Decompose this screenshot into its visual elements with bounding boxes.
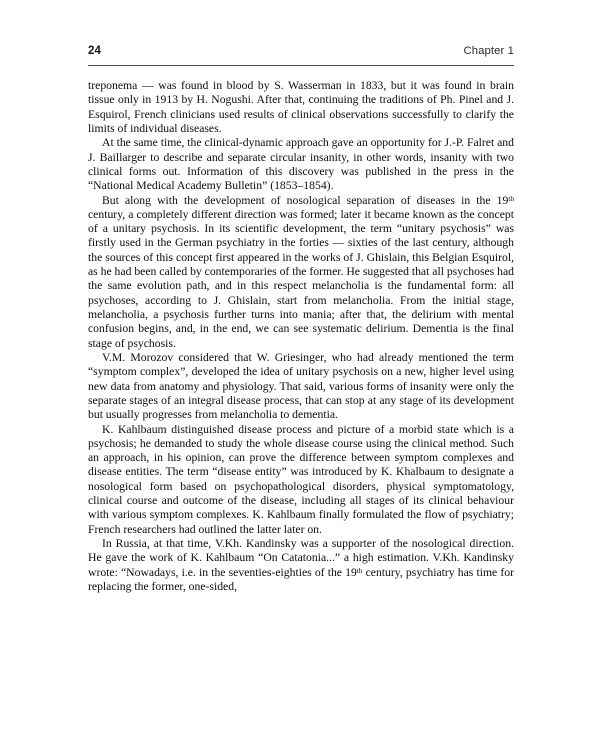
body-text-column bbox=[88, 79, 514, 594]
chapter-label: Chapter 1 bbox=[463, 45, 514, 57]
running-head bbox=[88, 44, 514, 64]
paragraph: V.M. Morozov considered that W. Griesinger, who had already mentioned the term “symptom complex”, developed the idea of unitary psychosis on a new, higher level using new data from anatomy and physiology. That said, various forms of insanity were only the separate stages of an integral disease process, that can stop at any stage of its development but usually progresses from melancholia to dementia. bbox=[88, 350, 514, 422]
ordinal-superscript: th bbox=[508, 194, 514, 203]
header-rule bbox=[88, 65, 514, 66]
page-number: 24 bbox=[88, 45, 101, 57]
ordinal-superscript: th bbox=[356, 566, 363, 575]
paragraph: K. Kahlbaum distinguished disease process and picture of a morbid state which is a psychosis; he demanded to study the whole disease course using the clinical method. Such an approach, in his opinion, can prove the difference between symptom complexes and disease entities. The term “disease entity” was introduced by K. Khalbaum to designate a nosological form based on psychopathological disorders, physical symptomatology, clinical course and outcome of the disease, including all stages of its clinical behaviour with various symptom complexes. K. Kahlbaum finally formulated the flow of psychiatry; French researchers had outlined the latter later on. bbox=[88, 422, 514, 536]
paragraph: But along with the development of nosological separation of diseases in the 19th century, a completely different direction was formed; later it became known as the concept of a unitary psychosis. In its scientific development, the term “unitary psychosis” was firstly used in the German psychiatry in the forties — sixties of the last century, although the sources of this concept first appeared in the works of J. Ghislain, this Belgian Esquirol, as he had been called by contemporaries of the former. He suggested that all psychoses had the same evolution path, and in this respect melancholia is the fundamental form: all psychoses, according to J. Ghislain, start from melancholia. From the initial stage, melancholia, a psychosis further turns into mania; after that, the delirium with mental confusion begins, and, in the end, we can see systematic delirium. Dementia is the final stage of psychosis. bbox=[88, 193, 514, 350]
paragraph: treponema — was found in blood by S. Wasserman in 1833, but it was found in brain tissue only in 1913 by H. Nogushi. After that, continuing the traditions of Ph. Pinel and J. Esquirol, French clinicians used results of clinical observations successfully to clarify the limits of individual diseases. bbox=[88, 79, 514, 135]
paragraph: In Russia, at that time, V.Kh. Kandinsky was a supporter of the nosological direction. He gave the work of K. Kahlbaum “On Catatonia...” a high estimation. V.Kh. Kandinsky wrote: “Nowadays, i.e. in the seventies-eighties of the 19th century, psychiatry has time for replacing the former, one-sided, bbox=[88, 537, 514, 593]
paragraph: At the same time, the clinical-dynamic approach gave an opportunity for J.-P. Falret and J. Baillarger to describe and separate circular insanity, in other words, insanity with two clinical forms out. Information of this discovery was published in the press in the “National Medical Academy Bulletin” (1853–1854). bbox=[88, 136, 514, 193]
